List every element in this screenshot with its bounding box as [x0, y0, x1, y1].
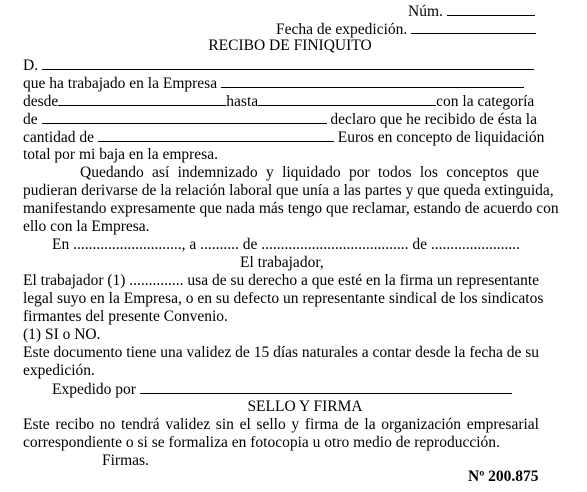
issued-by-blank[interactable]: [140, 380, 512, 394]
en-label: En: [52, 236, 70, 253]
declare-label: declaro que he recibido de ésta la: [330, 111, 537, 128]
month-dots[interactable]: ......................................: [261, 236, 409, 253]
name-blank[interactable]: [42, 56, 534, 70]
para3-line: Este recibo no tendrá validez sin el sello y firma de la organización empresarial: [23, 416, 539, 433]
name-line: [23, 56, 534, 74]
until-blank[interactable]: [258, 92, 436, 106]
de-label: de: [412, 236, 428, 253]
period-line: [23, 92, 534, 110]
number-field: [408, 2, 535, 20]
validity-line: expedición.: [23, 362, 95, 379]
number-label: Núm.: [408, 3, 443, 20]
declare-line: [23, 110, 537, 128]
category-blank[interactable]: [42, 110, 327, 124]
issue-date-field: [276, 20, 536, 38]
company-line: [23, 74, 524, 92]
termination-line: total por mi baja en la empresa.: [23, 146, 218, 163]
validity-line: Este documento tiene una validez de 15 días naturales a contar desde la fecha de su: [23, 344, 540, 361]
serial-number: Nº 200.875: [468, 468, 539, 485]
amount-line: [23, 128, 544, 146]
day-dots[interactable]: ..........: [200, 236, 239, 253]
para1-line: Quedando así indemnizado y liquidado por todos los conceptos que: [80, 164, 539, 181]
amount-label: cantidad de: [23, 129, 95, 146]
amount-blank[interactable]: [98, 128, 334, 142]
d-label: D.: [23, 57, 39, 74]
para1-line: manifestando expresamente que nada más tengo que reclamar, estando de acuerdo con: [23, 200, 559, 217]
seal-label: SELLO Y FIRMA: [247, 398, 363, 415]
comma-a-label: , a: [181, 236, 197, 253]
issue-date-blank[interactable]: [411, 20, 536, 34]
worked-label: que ha trabajado en la Empresa: [23, 75, 218, 92]
issued-by-line: [52, 380, 512, 398]
issued-by-label: Expedido por: [52, 381, 136, 398]
para1-line: ello con la Empresa.: [23, 218, 150, 235]
number-blank[interactable]: [447, 2, 535, 16]
of-label: de: [23, 111, 38, 128]
issue-date-label: Fecha de expedición.: [276, 21, 408, 38]
from-label: desde: [23, 93, 59, 110]
from-blank[interactable]: [58, 92, 226, 106]
de-label: de: [242, 236, 258, 253]
until-label: hasta: [226, 93, 259, 110]
page-title: RECIBO DE FINIQUITO: [208, 37, 372, 54]
para2-line: firmantes del presente Convenio.: [23, 308, 228, 325]
signatures-label: Firmas.: [102, 452, 149, 469]
category-label: con la categoría: [436, 93, 535, 110]
euros-label: Euros en concepto de liquidación: [337, 129, 545, 146]
place-dots[interactable]: ............................: [73, 236, 182, 253]
para1-line: pudieran derivarse de la relación laboral que unía a las partes y que queda extinguida,: [23, 182, 554, 199]
para2-line: legal suyo en la Empresa, o en su defecto un representante sindical de los sindicatos: [23, 290, 544, 307]
para3-line: correspondiente o si se formaliza en fotocopia u otro medio de reproducción.: [23, 434, 500, 451]
company-blank[interactable]: [221, 74, 524, 88]
worker-label: El trabajador,: [240, 254, 324, 271]
place-date-line: [52, 236, 520, 253]
note-line: (1) SI o NO.: [23, 326, 101, 343]
para2-line: El trabajador (1) .............. usa de su derecho a que esté en la firma un representante: [23, 272, 540, 289]
year-dots[interactable]: .......................: [430, 236, 521, 253]
